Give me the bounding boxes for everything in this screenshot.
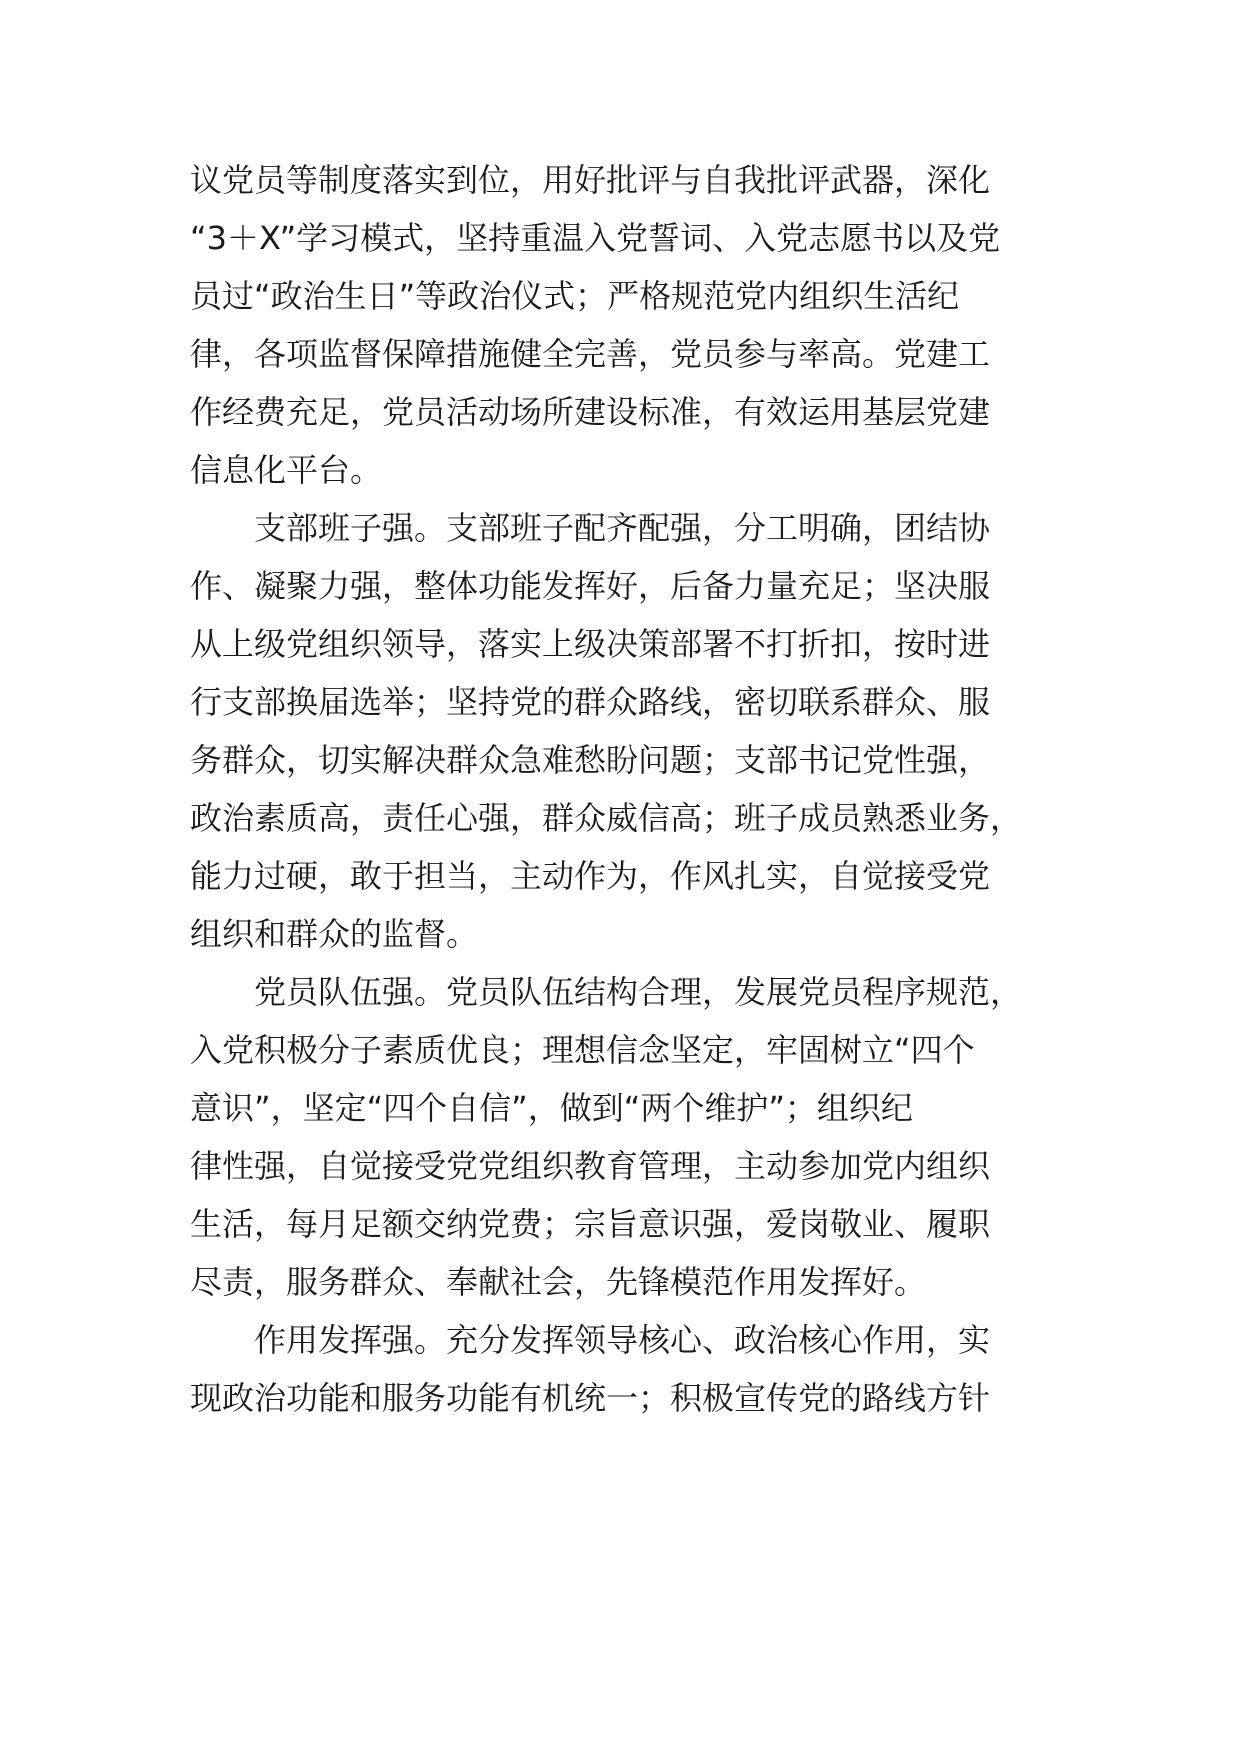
- text-line: 能力过硬，敢于担当，主动作为，作风扎实，自觉接受党: [190, 857, 991, 895]
- text-line: 信息化平台。: [190, 451, 383, 489]
- text-line: 从上级党组织领导，落实上级决策部署不打折扣，按时进: [190, 625, 991, 663]
- text-line: 尽责，服务群众、奉献社会，先锋模范作用发挥好。: [190, 1263, 927, 1301]
- text-line: 员过“政治生日”等政治仪式；严格规范党内组织生活纪: [190, 277, 960, 315]
- text-line: 律，各项监督保障措施健全完善，党员参与率高。党建工: [190, 335, 991, 373]
- paragraph-first-line: 党员队伍强。党员队伍结构合理，发展党员程序规范，: [254, 973, 1023, 1011]
- text-line: 议党员等制度落实到位，用好批评与自我批评武器，深化: [190, 161, 991, 199]
- text-line: 组织和群众的监督。: [190, 915, 479, 953]
- text-line: 务群众，切实解决群众急难愁盼问题；支部书记党性强，: [190, 741, 991, 779]
- text-line: 入党积极分子素质优良；理想信念坚定，牢固树立“四个: [190, 1031, 975, 1069]
- paragraph-first-line: 支部班子强。支部班子配齐配强，分工明确，团结协: [254, 509, 991, 547]
- text-line: 作经费充足，党员活动场所建设标准，有效运用基层党建: [190, 393, 991, 431]
- text-line: 作、凝聚力强，整体功能发挥好，后备力量充足；坚决服: [190, 567, 991, 605]
- text-line: “3＋X”学习模式，坚持重温入党誓词、入党志愿书以及党: [190, 219, 1001, 257]
- text-line: 政治素质高，责任心强，群众威信高；班子成员熟悉业务，: [190, 799, 1023, 837]
- text-line: 律性强，自觉接受党党组织教育管理，主动参加党内组织: [190, 1147, 991, 1185]
- paragraph-first-line: 作用发挥强。充分发挥领导核心、政治核心作用，实: [254, 1321, 991, 1359]
- text-line: 意识”，坚定“四个自信”，做到“两个维护”；组织纪: [190, 1089, 913, 1127]
- text-line: 生活，每月足额交纳党费；宗旨意识强，爱岗敬业、履职: [190, 1205, 991, 1243]
- text-line: 行支部换届选举；坚持党的群众路线，密切联系群众、服: [190, 683, 991, 721]
- text-line: 现政治功能和服务功能有机统一；积极宣传党的路线方针: [190, 1379, 991, 1417]
